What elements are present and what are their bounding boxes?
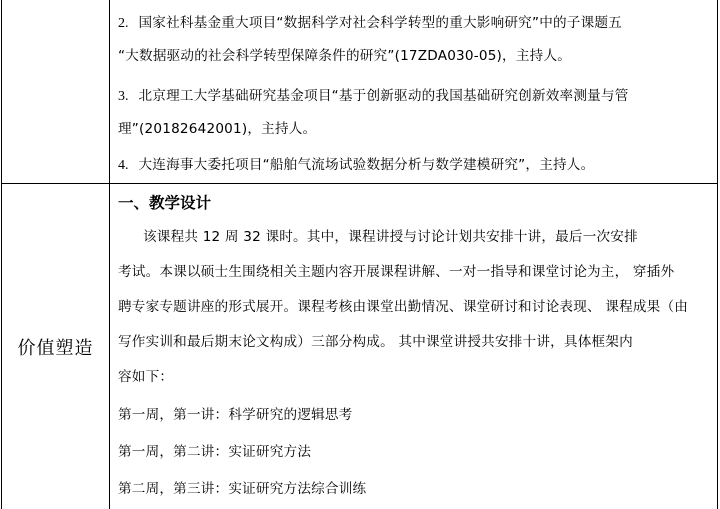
project-number: 3.	[118, 89, 129, 104]
schedule-item-3: 第二周，第三讲：实证研究方法综合训练	[118, 481, 367, 497]
section-heading: 一、教学设计	[118, 194, 212, 212]
schedule-item-2: 第一周，第二讲：实证研究方法	[118, 444, 312, 460]
row-divider	[2, 183, 717, 184]
row-label-value-shaping: 价值塑造	[17, 337, 94, 359]
project-item-3-line1: 3. 北京理工大学基础研究基金项目“基于创新驱动的我国基础研究创新效率测量与管	[118, 88, 629, 104]
project-number: 2.	[118, 16, 129, 31]
project-item-3-line2: 理”(20182642001)，主持人。	[118, 121, 317, 137]
schedule-item-1: 第一周，第一讲：科学研究的逻辑思考	[118, 407, 353, 423]
column-divider	[109, 0, 110, 509]
paragraph-line-4: 写作实训和最后期末论文构成）三部分构成。 其中课堂讲授共安排十讲，具体框架内	[118, 334, 633, 350]
paragraph-line-2: 考试。本课以硕士生围绕相关主题内容开展课程讲解、一对一指导和课堂讨论为主， 穿插外	[118, 264, 675, 280]
paragraph-line-5: 容如下：	[118, 369, 174, 385]
paragraph-line-3: 聘专家专题讲座的形式展开。课程考核由课堂出勤情况、课堂研讨和讨论表现、 课程成果（由	[118, 299, 689, 315]
project-item-2-line1: 2. 国家社科基金重大项目“数据科学对社会科学转型的重大影响研究”中的子课题五	[118, 15, 622, 31]
project-item-2-line2: “大数据驱动的社会科学转型保障条件的研究”(17ZDA030-05)，主持人。	[118, 48, 572, 64]
paragraph-line-1: 该课程共 12 周 32 课时。其中，课程讲授与讨论计划共安排十讲，最后一次安排	[143, 229, 638, 245]
document-table	[1, 0, 718, 509]
project-item-4-line1: 4. 大连海事大委托项目“船舶气流场试验数据分析与数学建模研究”，主持人。	[118, 157, 595, 173]
project-number: 4.	[118, 158, 129, 173]
